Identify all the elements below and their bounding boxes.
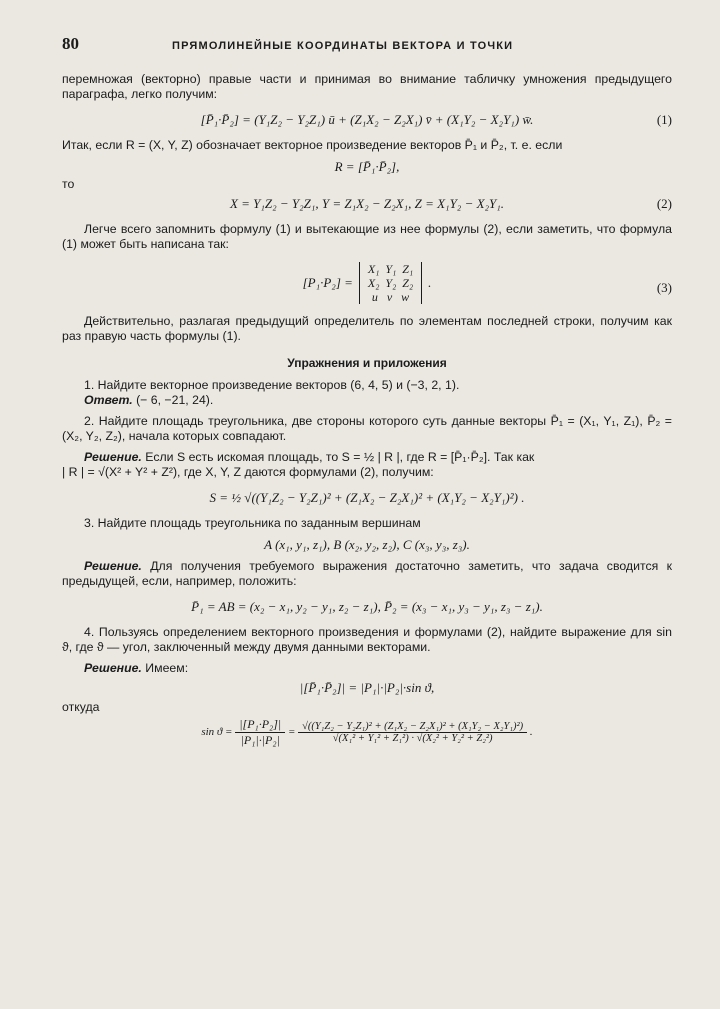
exercise-4: 4. Пользуясь определением векторного произведения и формулами (2), найдите выражение для sin ϑ, где ϑ — угол, заключенный между двумя данными векторами.: [62, 625, 672, 654]
vectors-formula: P̄₁ = AB = (x₂ − x₁, y₂ − y₁, z₂ − z₁), P̄₂ = (x₃ − x₁, y₃ − y₁, z₃ − z₁).: [191, 599, 543, 614]
equation-r: [62, 159, 672, 175]
exercise-3-vertices: [62, 537, 672, 553]
word-to: то: [62, 177, 75, 191]
paragraph-3: Легче всего запомнить формулу (1) и вытекающие из нее формулы (2), если заметить, что формула (1) может быть написана так:: [62, 222, 672, 251]
determinant-matrix: [359, 262, 422, 304]
section-title: Упражнения и приложения: [287, 356, 447, 370]
fraction-1-denominator: |P₁|·|P₂|: [240, 733, 280, 747]
det-cell: X₁: [367, 262, 380, 276]
exercise-1: 1. Найдите векторное произведение векторов (6, 4, 5) и (−3, 2, 1).: [84, 378, 460, 392]
det-cell: v: [386, 290, 393, 304]
solution-label: Решение.: [84, 559, 142, 573]
determinant-formula: [303, 262, 432, 304]
page-number: 80: [62, 34, 79, 53]
word-whence: откуда: [62, 700, 100, 714]
answer-label: Ответ.: [84, 393, 133, 407]
equation-1-number: (1): [656, 112, 672, 127]
fraction-2-numerator: √((Y₁Z₂ − Y₂Z₁)² + (Z₁X₂ − Z₂X₁)² + (X₁Y₂ − X₂Y₁)²): [298, 721, 527, 733]
det-cell: w: [401, 290, 410, 304]
exercise-2: 2. Найдите площадь треугольника, две стороны которого суть данные векторы P̄₁ = (X₁, Y₁, Z₁), P̄₂ = (X₂, Y₂, Z₂), начала которых совпадают.: [62, 414, 672, 443]
exercise-4-equation: [62, 680, 672, 696]
exercise-4-solution: [62, 661, 672, 676]
determinant-end: .: [428, 275, 432, 290]
solution-text: Для получения требуемого выражения достаточно заметить, что задача сводится к предыдущей, если, например, положить:: [62, 559, 672, 588]
equation-r-body: R = [P̄₁·P̄₂],: [334, 159, 400, 174]
final-end: .: [529, 726, 533, 739]
page-header: [62, 34, 672, 54]
det-cell: Z₁: [402, 262, 414, 276]
determinant-row-2: [368, 276, 413, 290]
fraction-1-numerator: |[P₁·P₂]|: [235, 717, 285, 733]
det-cell: Y₁: [385, 262, 397, 276]
exercise-1-answer: [62, 393, 672, 408]
determinant-row-3: [368, 290, 413, 304]
exercise-3-equation: [62, 599, 672, 615]
exercise-2-solution: [62, 450, 672, 465]
paragraph-4: Действительно, разлагая предыдущий определитель по элементам последней строки, получим как раз правую часть формулы (1).: [62, 314, 672, 343]
equation-2-body: X = Y₁Z₂ − Y₂Z₁, Y = Z₁X₂ − Z₂X₁, Z = X₁Y₂ − X₂Y₁.: [229, 196, 505, 211]
answer-value: (− 6, −21, 24).: [132, 393, 214, 407]
intro-text: перемножая (векторно) правые части и принимая во внимание табличку умножения предыдущего параграфа, легко получим:: [62, 72, 672, 101]
sine-relation: |[P̄₁·P̄₂]| = |P₁|·|P₂|·sin ϑ,: [299, 680, 435, 695]
equation-3-number: (3): [656, 280, 672, 295]
equation-2: [62, 196, 672, 212]
fraction-2: [298, 721, 527, 744]
equation-1: [62, 112, 672, 128]
paragraph-2: Итак, если R = (X, Y, Z) обозначает векторное произведение векторов P̄₁ и P̄₂, т. е. если: [62, 138, 563, 152]
exercise-2-solution-cont: | R | = √(X² + Y² + Z²), где X, Y, Z даются формулами (2), получим:: [62, 465, 434, 479]
determinant-row-1: [368, 262, 413, 276]
final-equals: =: [287, 726, 296, 739]
determinant-lhs: [P₁·P₂] =: [302, 275, 353, 290]
det-cell: X₂: [367, 276, 380, 290]
det-cell: u: [371, 290, 378, 304]
solution-text: Имеем:: [141, 661, 189, 675]
exercise-3-solution: [62, 559, 672, 589]
final-lhs: sin ϑ =: [201, 726, 233, 739]
solution-label: Решение.: [84, 450, 142, 464]
equation-2-number: (2): [656, 196, 672, 211]
exercise-4-final: [62, 717, 672, 748]
fraction-2-denominator: √(X₁² + Y₁² + Z₁²) · √(X₂² + Y₂² + Z₂²): [332, 733, 493, 744]
det-cell: Y₂: [385, 276, 397, 290]
running-title: ПРЯМОЛИНЕЙНЫЕ КООРДИНАТЫ ВЕКТОРА И ТОЧКИ: [172, 40, 514, 52]
vertices-formula: A (x₁, y₁, z₁), B (x₂, y₂, z₂), C (x₃, y₃, z₃).: [264, 537, 470, 552]
equation-3: [62, 262, 672, 304]
area-formula: S = ½ √((Y₁Z₂ − Y₂Z₁)² + (Z₁X₂ − Z₂X₁)² + (X₁Y₂ − X₂Y₁)²) .: [209, 490, 525, 505]
equation-1-body: [P̄₁·P̄₂] = (Y₁Z₂ − Y₂Z₁) ū + (Z₁X₂ − Z₂X₁) v̄ + (X₁Y₂ − X₂Y₁) w̄.: [200, 112, 534, 127]
solution-label: Решение.: [84, 661, 142, 675]
exercise-2-equation: [62, 490, 672, 506]
exercise-3: 3. Найдите площадь треугольника по заданным вершинам: [84, 516, 421, 530]
det-cell: Z₂: [402, 276, 414, 290]
solution-text: Если S есть искомая площадь, то S = ½ | R |, где R = [P̄₁·P̄₂]. Так как: [141, 450, 535, 464]
fraction-1: [235, 717, 285, 748]
